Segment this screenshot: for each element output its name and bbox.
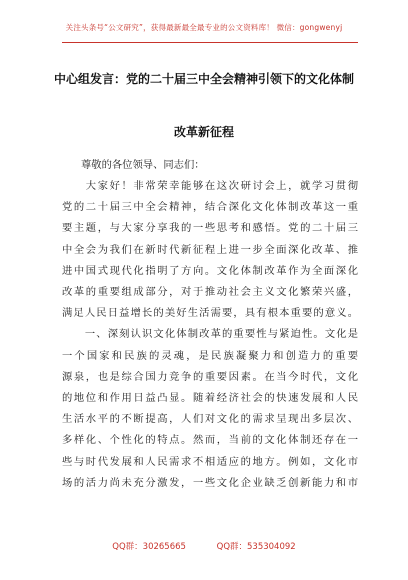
body-line: 进中国式现代化指明了方向。文化体制改革作为全面深化	[62, 264, 358, 277]
body-paragraphs	[62, 176, 358, 494]
footer-qq-group-1: QQ群：30265665	[112, 542, 186, 552]
body-line: 多样化、个性化的特点。然而，当前的文化体制还存在一	[62, 434, 358, 447]
body-line: 的地位和作用日益凸显。随着经济社会的快速发展和人民	[62, 392, 358, 405]
header-divider	[62, 42, 358, 43]
footer	[0, 540, 408, 552]
body-line: 一、深刻认识文化体制改革的重要性与紧迫性。文化是	[62, 328, 358, 341]
document-title-line1: 中心组发言：党的二十届三中全会精神引领下的文化体制	[53, 72, 354, 86]
body-line: 中全会为我们在新时代新征程上进一步全面深化改革、推	[62, 243, 358, 256]
body-line: 一个国家和民族的灵魂，是民族凝聚力和创造力的重要	[62, 349, 358, 362]
body-line: 党的二十届三中全会精神，结合深化文化体制改革这一重	[62, 201, 358, 214]
body-line: 些与时代发展和人民需求不相适应的地方。例如，文化市	[62, 455, 358, 468]
footer-qq-group-2: QQ群：535304092	[216, 542, 296, 552]
body-line: 大家好！非常荣幸能够在这次研讨会上，就学习贯彻	[62, 180, 358, 192]
body-line: 生活水平的不断提高，人们对文化的需求呈现出多层次、	[62, 413, 358, 426]
header-note: 关注头条号“公文研究”，获得最新最全最专业的公文资料库！ 微信：gongwenyj	[65, 23, 343, 32]
body-line: 改革的重要组成部分，对于推动社会主义文化繁荣兴盛，	[62, 286, 358, 299]
salutation: 尊敬的各位领导、同志们：	[81, 159, 205, 171]
body-line: 场的活力尚未充分激发，一些文化企业缺乏创新能力和市	[62, 476, 358, 489]
body-line: 要主题，与大家分享我的一些思考和感悟。党的二十届三	[62, 222, 358, 235]
document-title-line2: 改革新征程	[173, 125, 234, 139]
body-line: 满足人民日益增长的美好生活需要，具有根本重要的意义。	[62, 307, 358, 320]
body-line: 源泉，也是综合国力竞争的重要因素。在当今时代，文化	[62, 370, 358, 383]
